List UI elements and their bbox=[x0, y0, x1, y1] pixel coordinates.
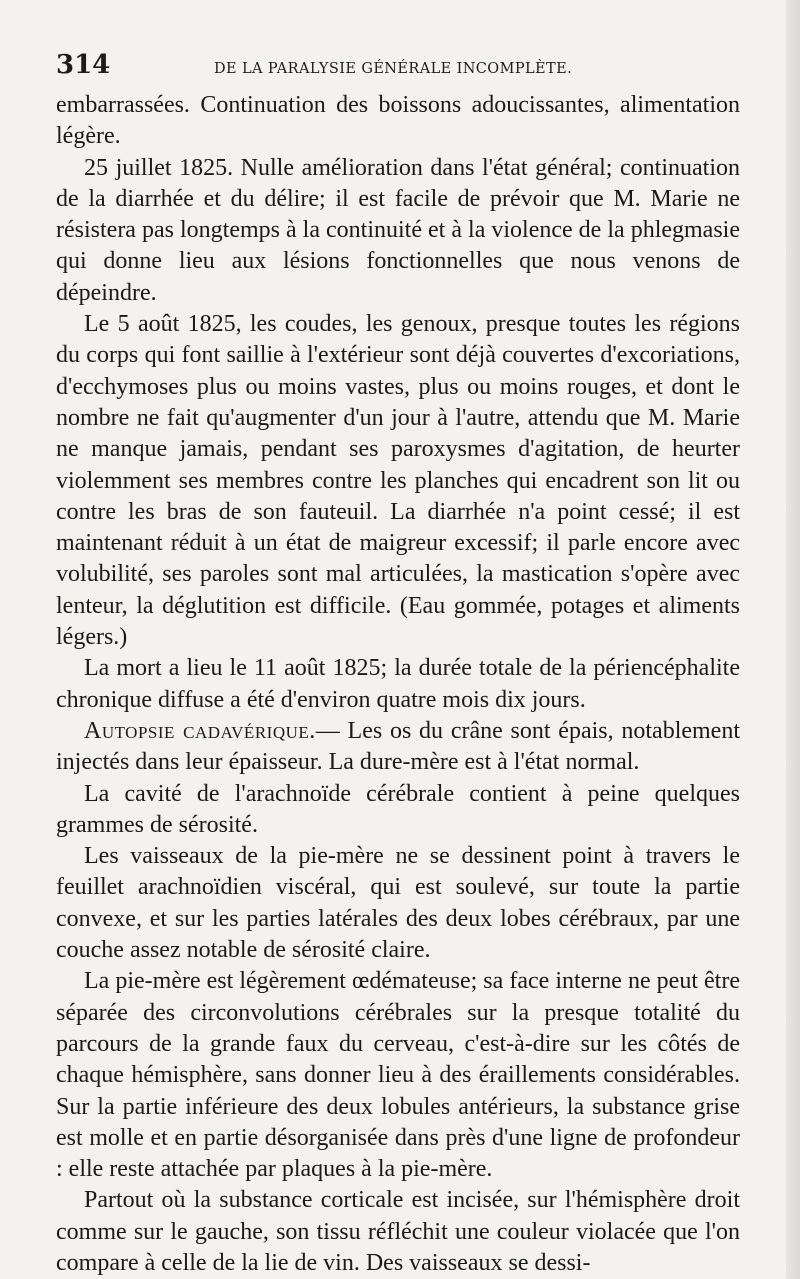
paragraph: 25 juillet 1825. Nulle amélioration dans l'état général; continuation de la diarrhée et du délire; il est facile de prévoir que M. Marie ne résistera pas longtemps à la continuité et à la violence de la phlegmasie qui donne lieu aux lésions fonctionnelles que nous venons de dépeindre. bbox=[56, 154, 740, 306]
page-edge bbox=[786, 0, 800, 1279]
paragraph: Partout où la substance corticale est incisée, sur l'hémisphère droit comme sur le gauche, son tissu réfléchit une couleur violacée que l'on compare à celle de la lie de vin. Des vaisseaux se dessi- bbox=[56, 1187, 740, 1276]
running-head: DE LA PARALYSIE GÉNÉRALE INCOMPLÈTE. bbox=[214, 61, 573, 77]
body-text bbox=[56, 90, 740, 1279]
page-number: 314 bbox=[56, 50, 111, 80]
paragraph: La mort a lieu le 11 août 1825; la durée totale de la périencéphalite chronique diffuse a été d'environ quatre mois dix jours. bbox=[56, 655, 740, 713]
paragraph: La cavité de l'arachnoïde cérébrale contient à peine quelques grammes de sérosité. bbox=[56, 780, 740, 838]
page-header bbox=[56, 50, 756, 84]
autopsy-text: — Les os du crâne sont épais, notablement injectés dans leur épaisseur. La dure-mère est à l'état normal. bbox=[56, 717, 741, 776]
paragraph-autopsy bbox=[56, 716, 740, 779]
paragraph: Le 5 août 1825, les coudes, les genoux, presque toutes les régions du corps qui font saillie à l'extérieur sont déjà couvertes d'excoriations, d'ecchymoses plus ou moins vastes, plus ou moins rouges, et dont le nombre ne fait qu'augmenter d'un jour à l'autre, attendu que M. Marie ne manque jamais, pendant ses paroxysmes d'agitation, de heurter violemment ses membres contre les planches qui encadrent son lit ou contre les bras de son fauteuil. La diarrhée n'a point cessé; il est maintenant réduit à un état de maigreur excessif; il parle encore avec volubilité, ses paroles sont mal articulées, la mastication s'opère avec lenteur, la déglutition est difficile. (Eau gommée, potages et aliments légers.) bbox=[56, 311, 740, 651]
paragraph: La pie-mère est légèrement œdémateuse; sa face interne ne peut être séparée des circonvolutions cérébrales sur la presque totalité du parcours de la grande faux du cerveau, c'est-à-dire sur les côtés de chaque hémisphère, sans donner lieu à des éraillements considérables. Sur la partie inférieure des deux lobules antérieurs, la substance grise est molle et en partie désorganisée dans près d'une ligne de profondeur : elle reste attachée par plaques à la pie-mère. bbox=[56, 968, 740, 1183]
autopsy-heading: Autopsie cadavérique. bbox=[84, 717, 316, 744]
paragraph: Les vaisseaux de la pie-mère ne se dessinent point à travers le feuillet arachnoïdien viscéral, qui est soulevé, sur toute la partie convexe, et sur les parties latérales des deux lobes cérébraux, par une couche assez notable de sérosité claire. bbox=[56, 843, 740, 964]
paragraph: embarrassées. Continuation des boissons adoucissantes, alimentation légère. bbox=[56, 92, 740, 150]
